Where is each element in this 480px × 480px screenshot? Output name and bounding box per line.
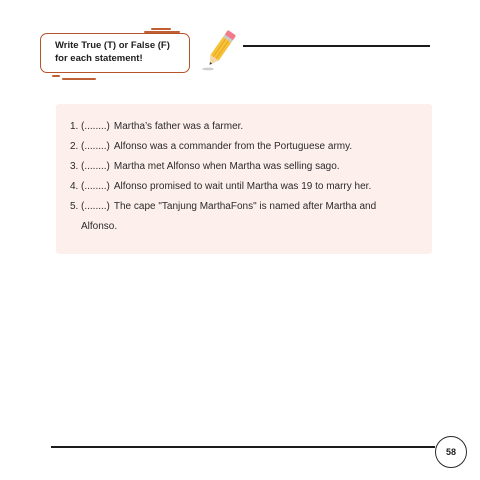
instruction-box — [40, 33, 190, 73]
question-item — [70, 117, 418, 137]
question-list — [56, 104, 432, 237]
question-number: 3. — [70, 161, 79, 172]
answer-blank[interactable]: (........) — [81, 201, 110, 212]
question-number: 2. — [70, 141, 79, 152]
accent-stroke-top-2 — [144, 31, 180, 33]
question-item — [70, 137, 418, 157]
question-text: Alfonso promised to wait until Martha was 19 to marry her. — [113, 181, 372, 192]
answer-blank[interactable]: (........) — [81, 141, 110, 152]
question-item — [70, 197, 418, 217]
question-number: 1. — [70, 121, 79, 132]
page-number-badge — [435, 436, 467, 468]
instruction-line-2: for each statement! — [55, 53, 143, 64]
question-text: The cape "Tanjung MarthaFons" is named after Martha and — [113, 201, 377, 212]
answer-blank[interactable]: (........) — [81, 161, 110, 172]
page-number: 58 — [445, 447, 456, 457]
question-continuation: Alfonso. — [81, 221, 118, 232]
accent-stroke-bottom-1 — [52, 75, 60, 77]
pencil-icon — [199, 27, 241, 73]
question-text: Martha’s father was a farmer. — [113, 121, 244, 132]
question-number: 5. — [70, 201, 79, 212]
footer-rule — [51, 446, 435, 448]
answer-blank[interactable]: (........) — [81, 121, 110, 132]
question-item — [70, 177, 418, 197]
question-panel — [56, 104, 432, 254]
question-item — [70, 157, 418, 177]
accent-stroke-bottom-2 — [62, 78, 96, 80]
question-text: Alfonso was a commander from the Portuguese army. — [113, 141, 353, 152]
header-rule — [243, 45, 430, 47]
question-number: 4. — [70, 181, 79, 192]
question-text: Martha met Alfonso when Martha was selling sago. — [113, 161, 340, 172]
instruction-line-1: Write True (T) or False (F) — [55, 40, 170, 51]
accent-stroke-top-1 — [151, 28, 171, 30]
answer-blank[interactable]: (........) — [81, 181, 110, 192]
